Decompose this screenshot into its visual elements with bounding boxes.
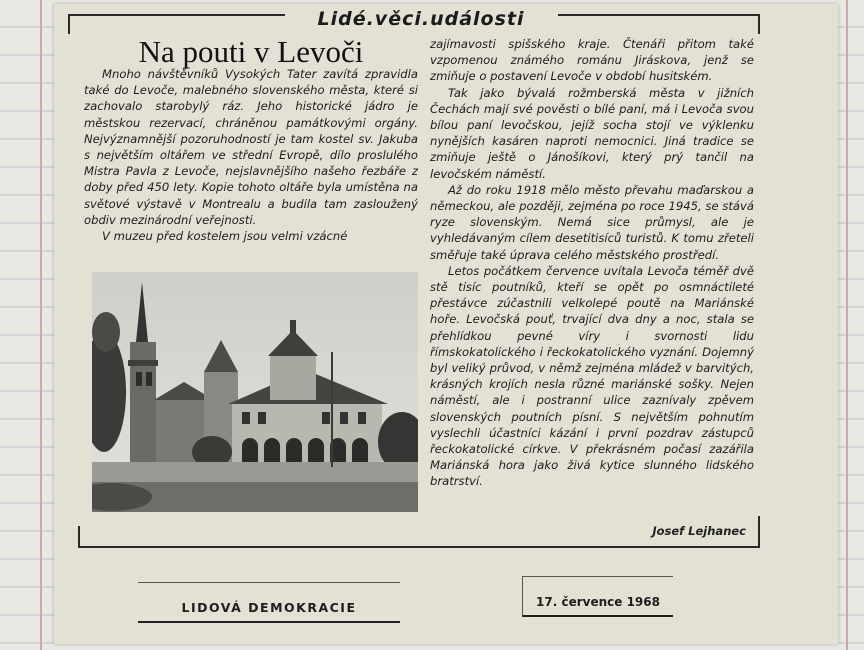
paragraph: Letos počátkem července uvítala Levoča téměř dvě stě tisíc poutníků, kteří se opět po osmnáctileté přestávce zúčastnili velkolepé poutě na Mariánské hoře. Levočská pouť, trvající dva dny a noc, stala se přehlídkou pevné víry i svornosti lidu římskokatolického i řeckokatolického vyznání. Dojemný byl veliký průvod, v němž zejména mládež v barvitých, krásných krojích nesla různé mariánské sošky. Nejen náměstí, ale i postranní ulice zaznívaly zpěvem slovenských poutních písní. S největším pohnutím vyslechli účastníci kázání i první pozdrav zástupců řeckokatolické církve. V překrásném počasí zazářila Mariánská hora jako živá kytice slunného lidského bratrství.: [430, 263, 754, 489]
paragraph: Mnoho návštěvníků Vysokých Tater zavítá zpravidla také do Levoče, malebného slovenského města, které si zachovalo starobylý ráz. Jeho historické jádro je městskou rezervací, chráněnou památkovými orgány. Nejvýznamnější pozoruhodností je tam kostel sv. Jakuba s největším oltářem ve střední Evropě, dílo proslulého Mistra Pavla z Levoče, nejslavnějšího našeho řezbáře z doby před 450 lety. Kopie tohoto oltáře byla umístěna na světové výstavě v Montrealu a budila tam zasloužený obdiv mezinárodní veřejnosti.: [84, 67, 418, 227]
newspaper-name: LIDOVÁ DEMOKRACIE: [181, 600, 357, 615]
author-signature: Josef Lejhanec: [652, 524, 746, 538]
photo-illustration: [92, 272, 418, 512]
frame-rule: [70, 14, 285, 16]
frame-rule: [68, 14, 70, 34]
paragraph: Tak jako bývalá rožmberská města v jižních Čechách mají své pověsti o bílé paní, má i Levoča svou bílou paní levočskou, jejíž socha stojí ve výklenku nynějších kasáren naproti nemocnici. Jiná tradice se zmiňuje ještě o Jánošíkovi, který prý tančil na levočském náměstí.: [430, 85, 754, 181]
article-title: Na pouti v Levoči: [138, 34, 364, 69]
frame-rule: [758, 14, 760, 34]
article-column-left: [84, 66, 418, 244]
paragraph: V muzeu před kostelem jsou velmi vzácné: [102, 229, 348, 244]
paragraph: Až do roku 1918 mělo město převahu maďarskou a německou, ale později, zejména po roce 1945, se stává ryze slovenským. Nemá sice průmysl, ale je vyhledávaným cílem desetitisíců turistů. K tomu zřeteli směřuje také úprava celého městského prostředí.: [430, 182, 754, 262]
paragraph: zajímavosti spišského kraje. Čtenáři přitom také vzpomenou známého románu Jiráskova, jenž se zmiňuje o postavení Levoče v období husitském.: [430, 37, 754, 84]
margin-line: [40, 0, 42, 650]
publication-date: 17. července 1968: [536, 595, 660, 609]
frame-rule: [758, 516, 760, 548]
frame-rule: [78, 526, 80, 548]
newspaper-name-label: [138, 582, 400, 623]
town-hall-photo: [92, 272, 418, 512]
date-label: [522, 576, 673, 617]
section-title: Lidé.věci.události: [317, 8, 525, 30]
frame-rule: [558, 14, 758, 16]
article-column-right: [430, 36, 754, 490]
frame-rule: [80, 546, 758, 548]
margin-line: [846, 0, 848, 650]
